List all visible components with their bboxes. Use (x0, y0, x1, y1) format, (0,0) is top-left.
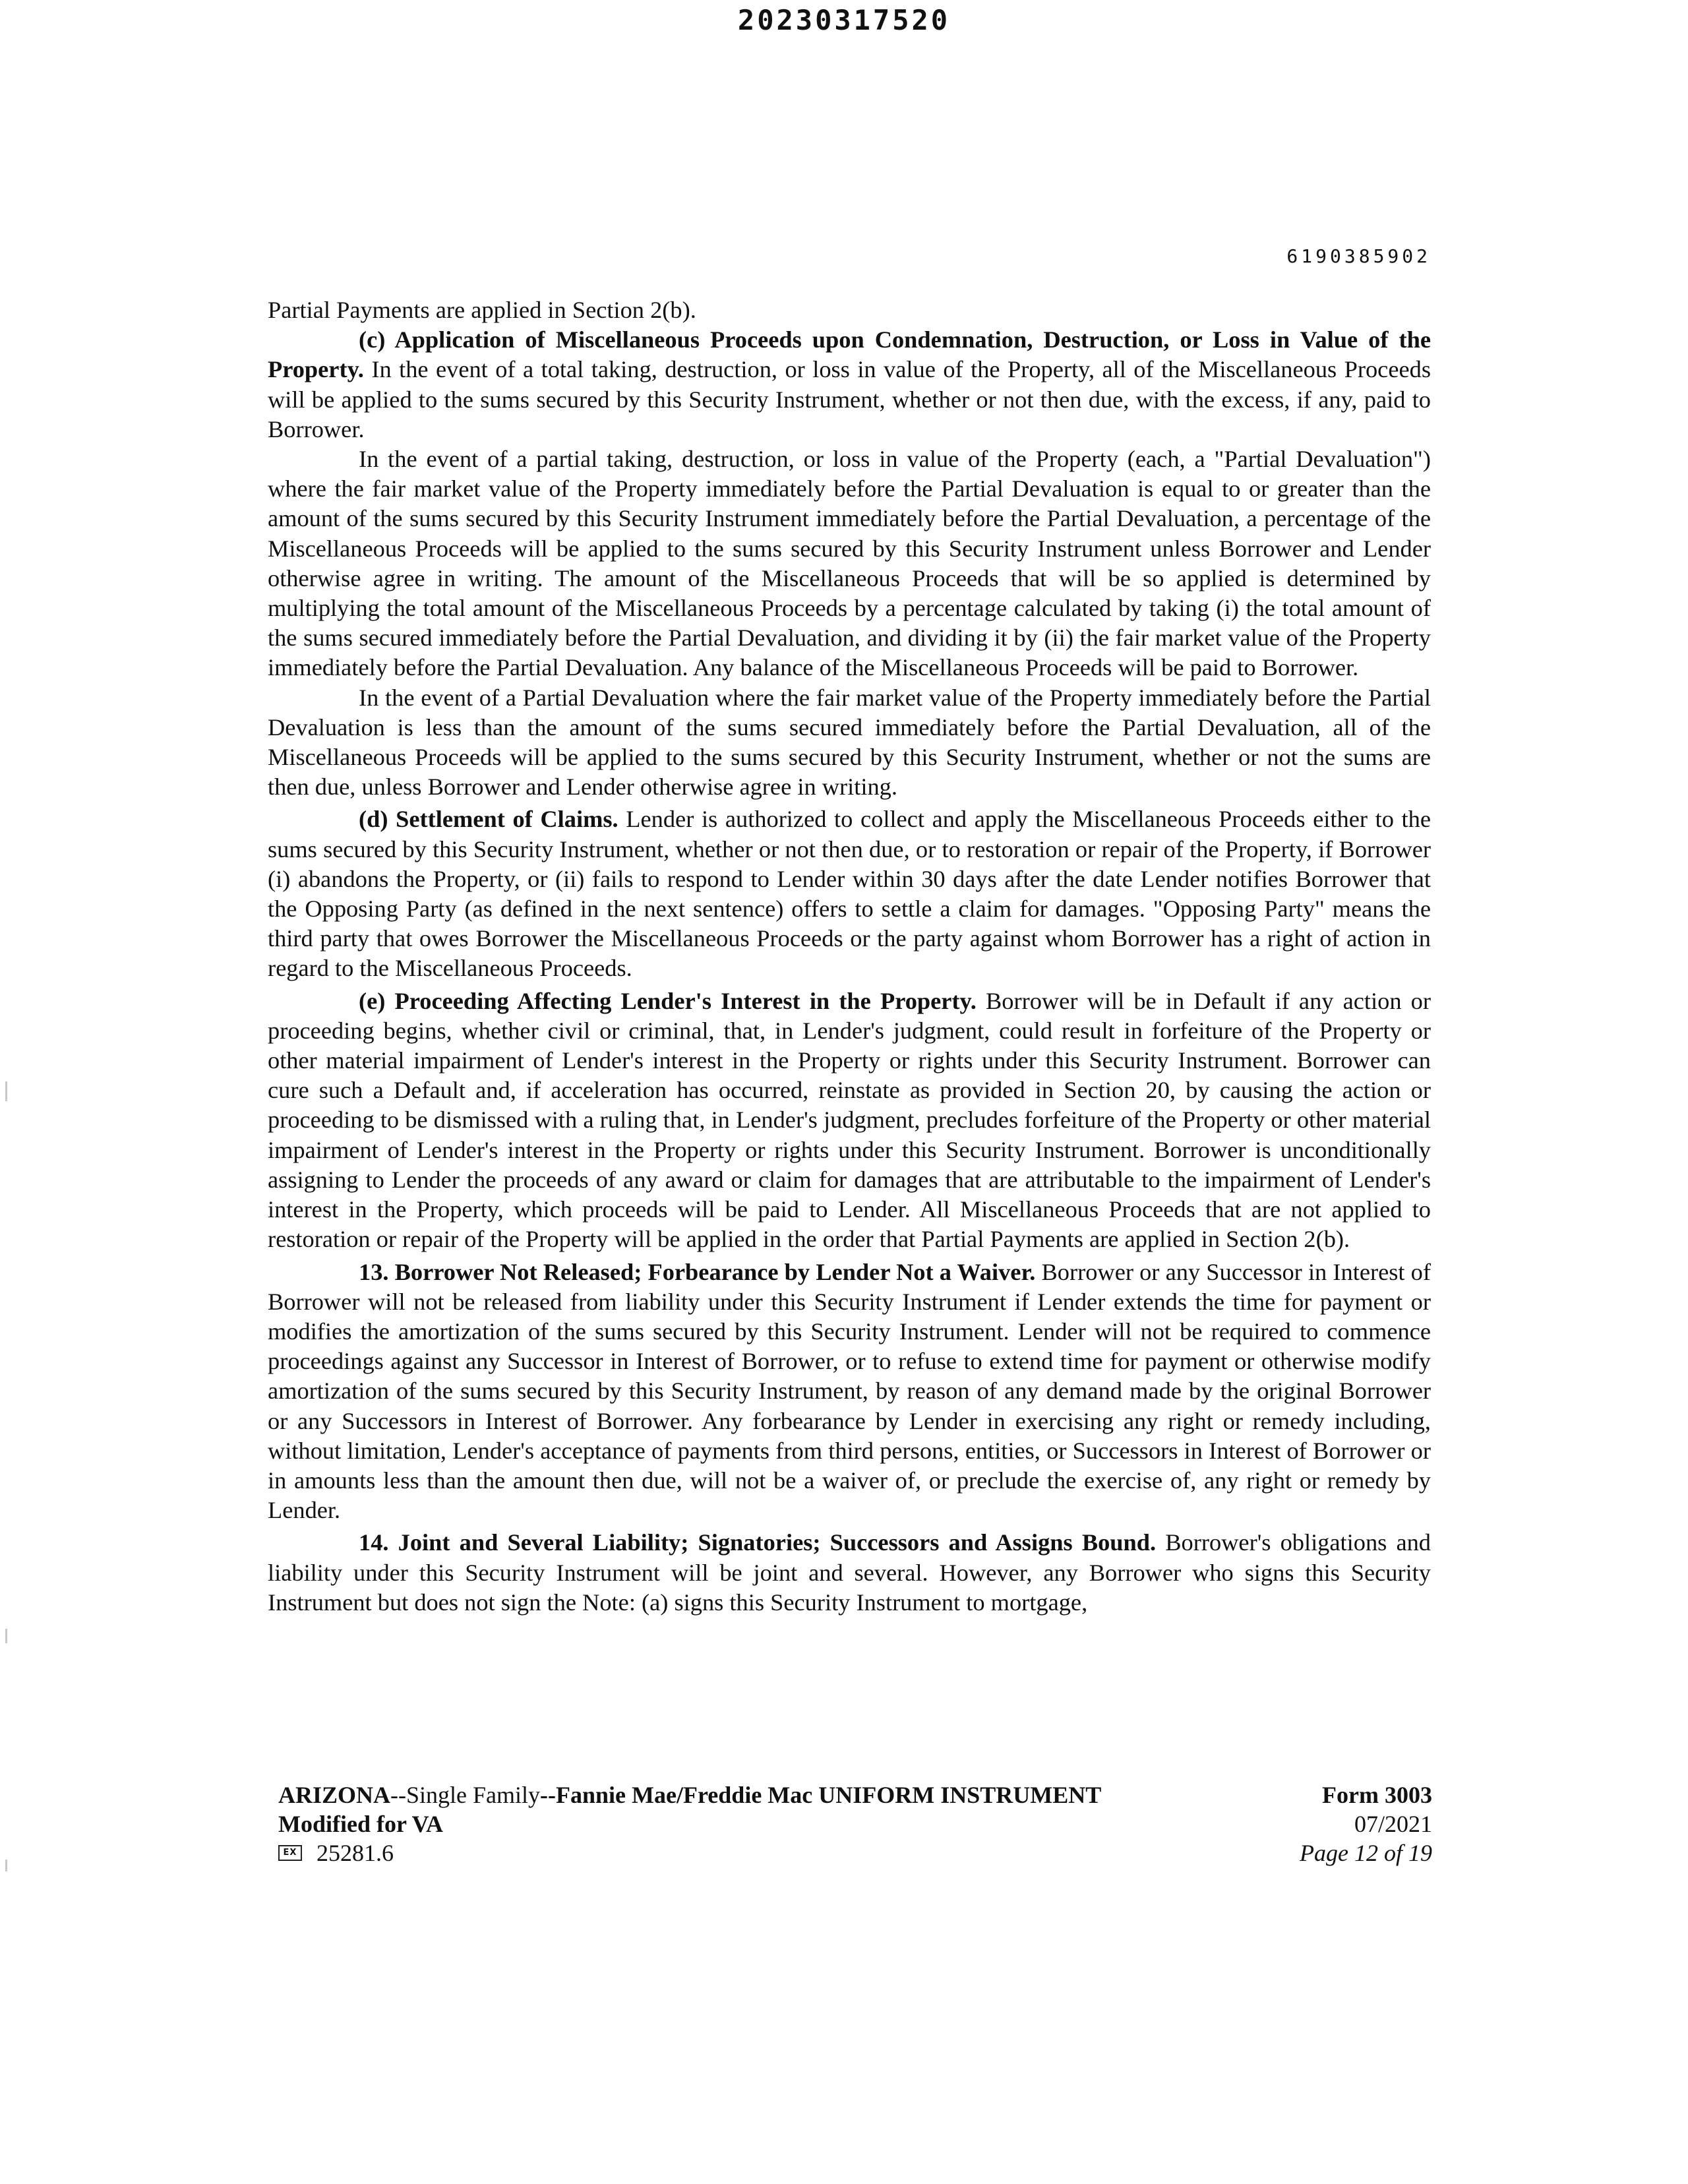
scan-margin-mark (5, 1860, 7, 1871)
paragraph-partial-devaluation-less: In the event of a Partial Devaluation where the fair market value of the Property immediately before the Partial Devaluation is less than the amount of the sums secured immediately before the Partial Devaluation, all of the Miscellaneous Proceeds will be applied to the sums secured by this Security Instrument, whether or not the sums are then due, unless Borrower and Lender otherwise agree in writing. (268, 684, 1431, 801)
section-heading: 14. Joint and Several Liability; Signatories; Successors and Assigns Bound. (359, 1529, 1157, 1556)
ellie-mae-ex-icon: EX (278, 1845, 302, 1861)
paragraph-continuation: Partial Payments are applied in Section 2(b). (268, 297, 696, 323)
paragraph-text: Borrower's obligations and liability under this Security Instrument will be joint and several. However, any Borrower who signs this Security Instrument but does not sign the Note: (a) signs this Security Instrument to mortgage, (268, 1529, 1431, 1616)
footer-title-line (278, 1780, 1101, 1809)
footer-instrument: Fannie Mae/Freddie Mac UNIFORM INSTRUMENT (556, 1782, 1102, 1808)
section-heading: (d) Settlement of Claims. (359, 806, 618, 833)
footer-form-title (278, 1780, 1101, 1867)
footer-separator: -- (390, 1782, 406, 1808)
footer-page-number: Page 12 of 19 (1300, 1840, 1432, 1866)
footer-form-info (1300, 1780, 1432, 1867)
footer-separator: -- (540, 1782, 556, 1808)
paragraph-text: Borrower will be in Default if any action or proceeding begins, whether civil or criminal, that, in Lender's judgment, could result in forfeiture of the Property or other material impairment of Lender's interest in the Property or rights under this Security Instrument. Borrower can cure such a Default and, if acceleration has occurred, reinstate as provided in Section 20, by causing the action or proceeding to be dismissed with a ruling that, in Lender's judgment, precludes forfeiture of the Property or other material impairment of Lender's interest in the Property or rights under this Security Instrument. Borrower is unconditionally assigning to Lender the proceeds of any award or claim for damages that are attributable to the impairment of Lender's interest in the Property, which proceeds will be paid to Lender. All Miscellaneous Proceeds that are not applied to restoration or repair of the Property will be applied in the order that Partial Payments are applied in Section 2(b). (268, 987, 1431, 1253)
section-heading: (e) Proceeding Affecting Lender's Interest in the Property. (359, 987, 977, 1014)
document-body (268, 295, 1431, 1618)
paragraph-partial-devaluation: In the event of a partial taking, destruction, or loss in value of the Property (each, a "Partial Devaluation") where the fair market value of the Property immediately before the Partial Devaluation is equal to or greater than the amount of the sums secured by this Security Instrument immediately before the Partial Devaluation, a percentage of the Miscellaneous Proceeds will be applied to the sums secured by this Security Instrument unless Borrower and Lender otherwise agree in writing. The amount of the Miscellaneous Proceeds that will be so applied is determined by multiplying the total amount of the Miscellaneous Proceeds by a percentage calculated by taking (i) the total amount of the sums secured immediately before the Partial Devaluation, and dividing it by (ii) the fair market value of the Property immediately before the Partial Devaluation. Any balance of the Miscellaneous Proceeds will be paid to Borrower. (268, 446, 1431, 681)
paragraph-borrower-not-released (268, 1258, 1431, 1526)
loan-number: 6190385902 (1286, 245, 1431, 267)
footer-state: ARIZONA (278, 1782, 391, 1808)
paragraph-settlement-of-claims (268, 804, 1431, 983)
paragraph-text: Borrower or any Successor in Interest of Borrower will not be released from liability under this Security Instrument if Lender extends the time for payment or modifies the amortization of the sums secured by this Security Instrument. Lender will not be required to commence proceedings against any Successor in Interest of Borrower, or to refuse to extend time for payment or otherwise modify amortization of the sums secured by this Security Instrument, by reason of any demand made by the original Borrower or any Successors in Interest of Borrower. Any forbearance by Lender in exercising any right or remedy including, without limitation, Lender's acceptance of payments from third persons, entities, or Successors in Interest of Borrower or in amounts less than the amount then due, will not be a waiver of, or preclude the exercise of, any right or remedy by Lender. (268, 1258, 1431, 1524)
recording-number: 20230317520 (737, 4, 951, 36)
footer-form-number: Form 3003 (1322, 1782, 1432, 1808)
footer-family: Single Family (406, 1782, 541, 1808)
footer-form-date: 07/2021 (1354, 1811, 1432, 1837)
section-heading: 13. Borrower Not Released; Forbearance by Lender Not a Waiver. (359, 1258, 1036, 1285)
paragraph-proceeding-affecting-interest (268, 986, 1431, 1255)
paragraph-joint-and-several (268, 1528, 1431, 1618)
footer-doc-code: 25281.6 (316, 1840, 394, 1866)
section-heading: (c) Application of Miscellaneous Proceeds upon Condemnation, Destruction, or Loss in Value of the Property. (268, 326, 1431, 383)
paragraph-application-of-proceeds (268, 325, 1431, 444)
paragraph-text: Lender is authorized to collect and apply the Miscellaneous Proceeds either to the sums secured by this Security Instrument, whether or not then due, or to restoration or repair of the Property, if Borrower (i) abandons the Property, or (ii) fails to respond to Lender within 30 days after the date Lender notifies Borrower that the Opposing Party (as defined in the next sentence) offers to settle a claim for damages. "Opposing Party" means the third party that owes Borrower the Miscellaneous Proceeds or the party against whom Borrower has a right of action in regard to the Miscellaneous Proceeds. (268, 806, 1431, 982)
paragraph-text: In the event of a total taking, destruction, or loss in value of the Property, all of the Miscellaneous Proceeds will be applied to the sums secured by this Security Instrument, whether or not then due, with the excess, if any, paid to Borrower. (268, 356, 1431, 442)
footer-modified: Modified for VA (278, 1811, 444, 1837)
scan-margin-mark (5, 1081, 7, 1101)
footer-code-row (278, 1838, 1101, 1867)
scan-margin-mark (5, 1629, 7, 1643)
